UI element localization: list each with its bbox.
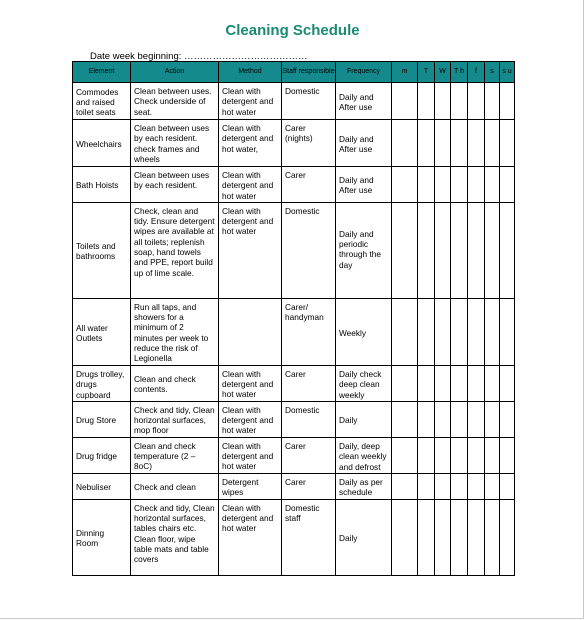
day-checkbox-cell[interactable] [500, 120, 515, 167]
day-checkbox-cell[interactable] [485, 401, 500, 437]
day-checkbox-cell[interactable] [418, 473, 435, 499]
day-checkbox-cell[interactable] [500, 499, 515, 575]
day-checkbox-cell[interactable] [451, 365, 468, 401]
day-checkbox-cell[interactable] [451, 401, 468, 437]
day-checkbox-cell[interactable] [392, 202, 418, 298]
day-checkbox-cell[interactable] [435, 298, 451, 365]
page-title: Cleaning Schedule [225, 22, 360, 39]
day-checkbox-cell[interactable] [392, 437, 418, 473]
cell-method: Clean with detergent and hot water, [222, 123, 274, 154]
cell-frequency: Daily and After use [339, 175, 374, 196]
cell-method: Clean with detergent and hot water [222, 502, 274, 534]
table-header-row [73, 62, 515, 83]
day-checkbox-cell[interactable] [451, 83, 468, 120]
day-checkbox-cell[interactable] [485, 499, 500, 575]
cell-action: Clean between uses by each resident. [134, 170, 210, 191]
cell-frequency: Daily as per schedule [339, 477, 383, 498]
day-checkbox-cell[interactable] [435, 499, 451, 575]
table-row [73, 473, 515, 499]
day-checkbox-cell[interactable] [500, 473, 515, 499]
cell-element: Drug fridge [76, 451, 118, 462]
cell-method: Clean with detergent and hot water [222, 440, 274, 472]
day-checkbox-cell[interactable] [418, 120, 435, 167]
cell-method [219, 299, 281, 303]
day-checkbox-cell[interactable] [500, 401, 515, 437]
day-checkbox-cell[interactable] [451, 473, 468, 499]
day-checkbox-cell[interactable] [451, 437, 468, 473]
day-checkbox-cell[interactable] [418, 202, 435, 298]
header-day-fri: f [468, 62, 485, 83]
day-checkbox-cell[interactable] [468, 202, 485, 298]
day-checkbox-cell[interactable] [468, 401, 485, 437]
header-day-thu: T h [451, 62, 468, 83]
cell-element: Drugs trolley, drugs cupboard [76, 368, 125, 400]
cell-element: Wheelchairs [76, 138, 122, 149]
header-day-sun: s u [500, 62, 515, 83]
day-checkbox-cell[interactable] [435, 120, 451, 167]
day-checkbox-cell[interactable] [468, 167, 485, 203]
day-checkbox-cell[interactable] [500, 202, 515, 298]
day-checkbox-cell[interactable] [392, 298, 418, 365]
cell-method: Detergent wipes [222, 476, 259, 498]
cell-action: Check, clean and tidy. Ensure detergent wipes are available at all toilets; replenish soap, hand towels and PPE, report build up of lime scale. [134, 205, 215, 278]
day-checkbox-cell[interactable] [468, 499, 485, 575]
cell-staff: Carer [285, 368, 306, 379]
cell-action: Clean between uses by each resident. check frames and wheels [134, 123, 210, 164]
cell-method: Clean with detergent and hot water [222, 404, 274, 436]
day-checkbox-cell[interactable] [418, 167, 435, 203]
cell-frequency: Daily and After use [339, 91, 374, 112]
header-action: Action [131, 62, 219, 83]
day-checkbox-cell[interactable] [485, 473, 500, 499]
cell-element: Nebuliser [76, 482, 112, 493]
table-row [73, 499, 515, 575]
day-checkbox-cell[interactable] [418, 499, 435, 575]
day-checkbox-cell[interactable] [435, 83, 451, 120]
day-checkbox-cell[interactable] [392, 120, 418, 167]
cell-element: Toilets and bathrooms [76, 241, 116, 262]
day-checkbox-cell[interactable] [468, 120, 485, 167]
cell-staff: Carer (nights) [285, 123, 313, 144]
header-frequency: Frequency [336, 62, 392, 83]
table-row [73, 167, 515, 203]
header-day-tue: T [418, 62, 435, 83]
cell-action: Clean and check temperature (2 – 8oC) [134, 440, 196, 472]
day-checkbox-cell[interactable] [418, 401, 435, 437]
cleaning-schedule-table [72, 61, 515, 576]
cell-element: All water Outlets [76, 322, 108, 343]
day-checkbox-cell[interactable] [468, 365, 485, 401]
header-element: Element [73, 62, 131, 83]
table-row [73, 83, 515, 120]
day-checkbox-cell[interactable] [485, 298, 500, 365]
day-checkbox-cell[interactable] [435, 167, 451, 203]
day-checkbox-cell[interactable] [418, 437, 435, 473]
cell-action: Run all taps, and showers for a minimum of 2 minutes per week to reduce the risk of Legionella [134, 301, 209, 364]
day-checkbox-cell[interactable] [451, 499, 468, 575]
cell-action: Check and clean [134, 482, 196, 493]
table-row [73, 298, 515, 365]
table-row [73, 120, 515, 167]
cell-element: Drug Store [76, 415, 117, 426]
cell-element: Commodes and raised toilet seats [76, 86, 119, 118]
header-staff: Staff responsible [282, 62, 336, 83]
day-checkbox-cell[interactable] [451, 167, 468, 203]
day-checkbox-cell[interactable] [435, 437, 451, 473]
day-checkbox-cell[interactable] [392, 167, 418, 203]
day-checkbox-cell[interactable] [468, 473, 485, 499]
day-checkbox-cell[interactable] [435, 473, 451, 499]
header-method: Method [219, 62, 282, 83]
day-checkbox-cell[interactable] [435, 202, 451, 298]
day-checkbox-cell[interactable] [392, 365, 418, 401]
table-row [73, 437, 515, 473]
cell-staff: Carer [285, 170, 306, 180]
day-checkbox-cell[interactable] [451, 298, 468, 365]
day-checkbox-cell[interactable] [392, 83, 418, 120]
day-checkbox-cell[interactable] [435, 365, 451, 401]
day-checkbox-cell[interactable] [500, 83, 515, 120]
day-checkbox-cell[interactable] [392, 401, 418, 437]
cell-staff: Domestic [285, 205, 320, 216]
day-checkbox-cell[interactable] [451, 120, 468, 167]
table-row [73, 365, 515, 401]
day-checkbox-cell[interactable] [485, 202, 500, 298]
day-checkbox-cell[interactable] [485, 167, 500, 203]
cell-action: Check and tidy, Clean horizontal surfaces, tables chairs etc. Clean floor, wipe table mats and table covers [134, 502, 215, 565]
day-checkbox-cell[interactable] [468, 83, 485, 120]
day-checkbox-cell[interactable] [392, 473, 418, 499]
day-checkbox-cell[interactable] [485, 83, 500, 120]
cell-method: Clean with detergent and hot water [222, 205, 274, 237]
day-checkbox-cell[interactable] [468, 437, 485, 473]
day-checkbox-cell[interactable] [500, 365, 515, 401]
table-row [73, 401, 515, 437]
header-day-wed: W [435, 62, 451, 83]
day-checkbox-cell[interactable] [500, 437, 515, 473]
cell-action: Clean between uses. Check underside of seat. [134, 86, 212, 117]
date-week-beginning: Date week beginning: ………………………………… [90, 51, 308, 62]
cell-frequency: Daily, deep clean weekly and defrost [339, 440, 387, 472]
table-row [73, 202, 515, 298]
day-checkbox-cell[interactable] [485, 437, 500, 473]
cell-staff: Domestic [285, 86, 320, 96]
cell-element: Dinning Room [76, 528, 105, 549]
day-checkbox-cell[interactable] [418, 83, 435, 120]
cell-staff: Carer/ handyman [285, 301, 324, 323]
day-checkbox-cell[interactable] [500, 298, 515, 365]
day-checkbox-cell[interactable] [468, 298, 485, 365]
day-checkbox-cell[interactable] [485, 365, 500, 401]
cell-frequency: Weekly [339, 327, 367, 338]
header-day-sat: s [485, 62, 500, 83]
cell-staff: Carer [285, 476, 306, 487]
cell-staff: Carer [285, 440, 306, 451]
cell-staff: Domestic staff [285, 502, 320, 524]
cell-method: Clean with detergent and hot water [222, 170, 274, 201]
cell-action: Clean and check contents. [134, 373, 196, 395]
cell-frequency: Daily [339, 533, 358, 544]
cell-staff: Domestic [285, 404, 320, 415]
day-checkbox-cell[interactable] [418, 298, 435, 365]
day-checkbox-cell[interactable] [500, 167, 515, 203]
cell-action: Check and tidy, Clean horizontal surfaces, mop floor [134, 404, 215, 436]
cell-frequency: Daily check deep clean weekly [339, 368, 382, 400]
day-checkbox-cell[interactable] [451, 202, 468, 298]
day-checkbox-cell[interactable] [418, 365, 435, 401]
cell-element: Bath Hoists [76, 180, 119, 191]
cell-method: Clean with detergent and hot water [222, 86, 274, 117]
cell-frequency: Daily [339, 415, 358, 426]
header-day-mon: m [392, 62, 418, 83]
day-checkbox-cell[interactable] [392, 499, 418, 575]
cell-frequency: Daily and After use [339, 133, 374, 154]
cell-method: Clean with detergent and hot water [222, 368, 274, 400]
cell-frequency: Daily and periodic through the day [339, 228, 381, 270]
day-checkbox-cell[interactable] [485, 120, 500, 167]
day-checkbox-cell[interactable] [435, 401, 451, 437]
